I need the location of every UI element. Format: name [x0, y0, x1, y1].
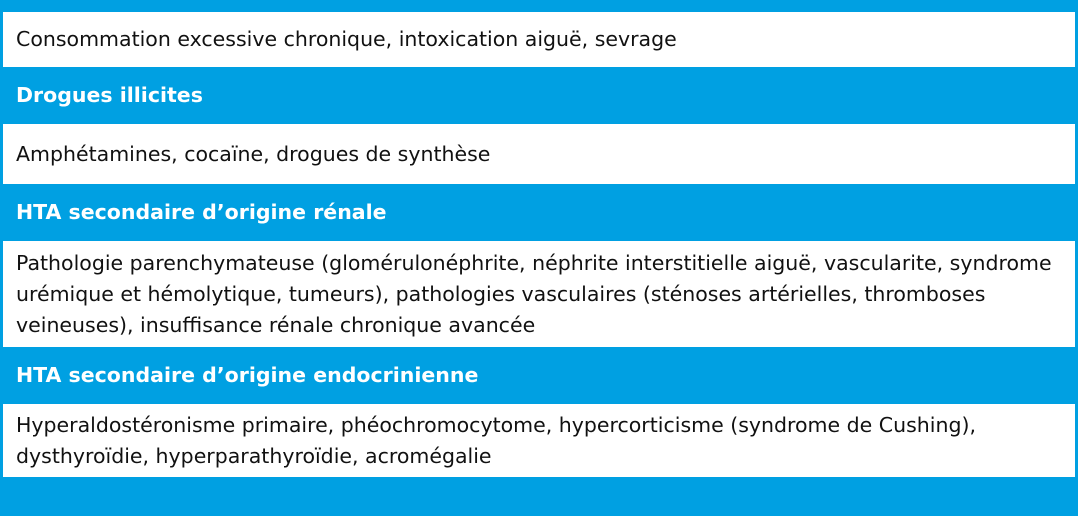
- table-row-renal-details: [3, 241, 1075, 347]
- section-header-renal-hypertension: [3, 184, 1075, 241]
- row-text: Consommation excessive chronique, intoxication aiguë, sevrage: [16, 27, 677, 51]
- section-title: Drogues illicites: [16, 83, 203, 107]
- row-text: Amphétamines, cocaïne, drogues de synthèse: [16, 141, 491, 166]
- section-title: HTA secondaire d’origine endocrinienne: [16, 363, 479, 387]
- section-header-illicit-drugs: [3, 67, 1075, 124]
- table-row-endocrine-details: [3, 404, 1075, 477]
- table-row-alcohol-details: [3, 12, 1075, 67]
- row-text: Hyperaldostéronisme primaire, phéochromocytome, hypercorticisme (syndrome de Cushing), dysthyroïdie, hyperparathyroïdie, acromégalie: [16, 412, 976, 468]
- row-text: Pathologie parenchymateuse (glomérulonéphrite, néphrite interstitielle aiguë, vascularite, syndrome urémique et hémolytique, tumeurs), pathologies vasculaires (sténoses artérielles, thromboses veineuses), insuffisance rénale chronique avancée: [16, 250, 1052, 337]
- section-header-endocrine-hypertension: [3, 347, 1075, 404]
- table-row-drugs-details: [3, 124, 1075, 184]
- section-title: HTA secondaire d’origine rénale: [16, 200, 387, 224]
